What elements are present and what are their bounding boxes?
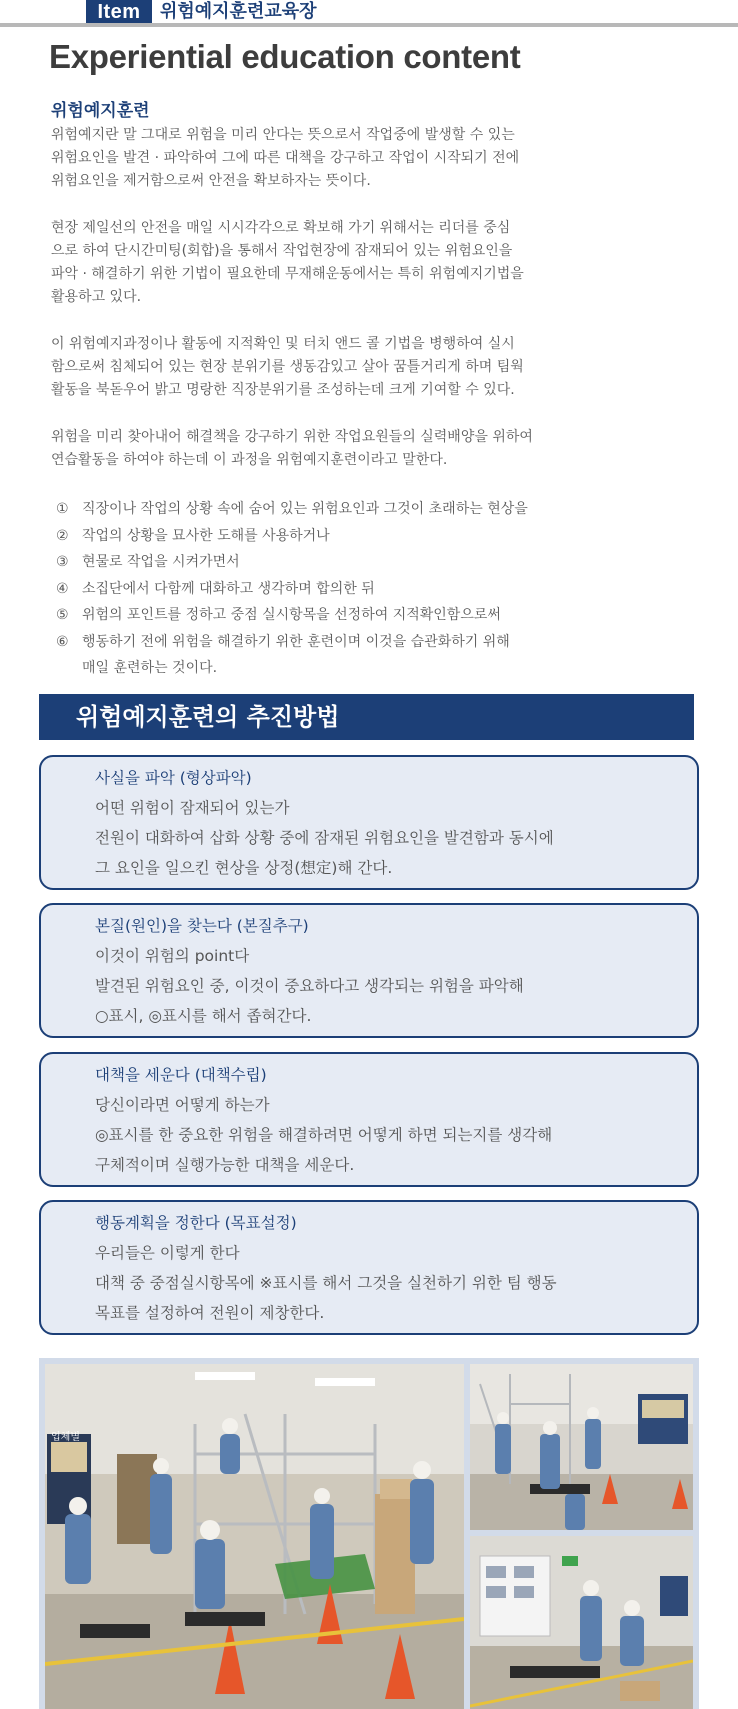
page-header (0, 0, 738, 28)
card-title: 대책을 세운다 (대책수립) (95, 1066, 267, 1084)
list-number (56, 655, 82, 682)
card-title: 행동계획을 정한다 (목표설정) (95, 1214, 297, 1232)
list-item (56, 576, 616, 603)
method-banner (39, 694, 694, 740)
list-number: ⑥ (56, 633, 69, 650)
list-number: ④ (56, 580, 69, 597)
paragraph-line: 활용하고 있다. (51, 289, 142, 305)
intro-paragraph-3 (51, 333, 611, 402)
list-text: 매일 훈련하는 것이다. (82, 660, 218, 676)
paragraph-line: 현장 제일선의 안전을 매일 시시각각으로 확보해 가기 위해서는 리더를 중심 (51, 220, 511, 236)
list-text: 직장이나 작업의 상황 속에 숨어 있는 위험요인과 그것이 초래하는 현상을 (82, 501, 528, 517)
training-photo-bottom-right (470, 1536, 693, 1709)
item-tag: Item (86, 0, 152, 24)
card-line: 당신이라면 어떻게 하는가 (95, 1096, 270, 1114)
card-title: 사실을 파악 (형상파악) (95, 769, 252, 787)
paragraph-line: 위험요인을 제거함으로써 안전을 확보하자는 뜻이다. (51, 173, 371, 189)
step-card-2 (39, 903, 699, 1038)
card-line: 이것이 위험의 point다 (95, 947, 250, 965)
list-text: 현물로 작업을 시켜가면서 (82, 554, 240, 570)
training-photo-main (45, 1364, 464, 1709)
card-line: ○표시, ◎표시를 해서 좁혀간다. (95, 1007, 312, 1025)
step-card-1 (39, 755, 699, 890)
wall-sign: 업체별 (51, 1432, 80, 1443)
list-text: 작업의 상황을 묘사한 도해를 사용하거나 (82, 527, 330, 544)
list-text: 위험의 포인트를 정하고 중점 실시항목을 선정하여 지적확인함으로써 (82, 607, 501, 623)
photo-gallery (39, 1358, 699, 1709)
section-title: 위험예지훈련 (51, 101, 150, 121)
list-item (56, 655, 616, 682)
list-item (56, 602, 616, 629)
list-number: ③ (56, 554, 69, 570)
paragraph-line: 으로 하여 단시간미팅(회합)을 통해서 작업현장에 잠재되어 있는 위험요인을 (51, 243, 513, 259)
card-title: 본질(원인)을 찾는다 (본질추구) (95, 917, 309, 935)
card-line: 전원이 대화하여 삽화 상황 중에 잠재된 위험요인을 발견함과 동시에 (95, 829, 554, 847)
list-item (56, 629, 616, 656)
card-line: 구체적이며 실행가능한 대책을 세운다. (95, 1156, 355, 1174)
intro-paragraph-4 (51, 426, 611, 472)
list-text: 행동하기 전에 위험을 해결하기 위한 훈련이며 이것을 습관화하기 위해 (82, 633, 510, 650)
banner-title: 위험예지훈련의 추진방법 (76, 703, 340, 731)
intro-paragraph-2 (51, 217, 611, 309)
paragraph-line: 함으로써 침체되어 있는 현장 분위기를 생동감있고 살아 꿈틀거리게 하며 팀웍 (51, 359, 524, 375)
card-line: 대책 중 중점실시항목에 ※표시를 해서 그것을 실천하기 위한 팀 행동 (95, 1274, 557, 1292)
list-item (56, 496, 616, 523)
card-line: 목표를 설정하여 전원이 제창한다. (95, 1304, 325, 1322)
paragraph-line: 활동을 북돋우어 밝고 명랑한 직장분위기를 조성하는데 크게 기여할 수 있다. (51, 382, 515, 398)
list-number: ② (56, 527, 69, 544)
card-line: 발견된 위험요인 중, 이것이 중요하다고 생각되는 위험을 파악해 (95, 977, 524, 995)
paragraph-line: 위험요인을 발견 · 파악하여 그에 따른 대책을 강구하고 작업이 시작되기 전에 (51, 150, 520, 166)
page-title: Experiential education content (49, 38, 521, 75)
list-item (56, 549, 616, 576)
list-item (56, 523, 616, 550)
card-line: 어떤 위험이 잠재되어 있는가 (95, 799, 290, 817)
list-text: 소집단에서 다함께 대화하고 생각하며 합의한 뒤 (82, 580, 375, 597)
paragraph-line: 연습활동을 하여야 하는데 이 과정을 위험예지훈련이라고 말한다. (51, 452, 448, 468)
numbered-list (56, 496, 616, 682)
paragraph-line: 위험을 미리 찾아내어 해결책을 강구하기 위한 작업요원들의 실력배양을 위하여 (51, 429, 533, 445)
intro-paragraph-1 (51, 124, 611, 193)
step-card-4 (39, 1200, 699, 1335)
header-title: 위험예지훈련교육장 (160, 1, 317, 22)
list-number: ① (56, 501, 69, 517)
list-number: ⑤ (56, 607, 69, 623)
step-card-3 (39, 1052, 699, 1187)
paragraph-line: 이 위험예지과정이나 활동에 지적확인 및 터치 앤드 콜 기법을 병행하여 실시 (51, 336, 515, 352)
paragraph-line: 위험예지란 말 그대로 위험을 미리 안다는 뜻으로서 작업중에 발생할 수 있는 (51, 127, 515, 143)
training-photo-top-right (470, 1364, 693, 1530)
card-line: 우리들은 이렇게 한다 (95, 1244, 240, 1262)
card-line: ◎표시를 한 중요한 위험을 해결하려면 어떻게 하면 되는지를 생각해 (95, 1126, 553, 1144)
header-divider (0, 23, 738, 27)
card-line: 그 요인을 일으킨 현상을 상정(想定)해 간다. (95, 859, 393, 877)
paragraph-line: 파악 · 해결하기 위한 기법이 필요한데 무재해운동에서는 특히 위험예지기법을 (51, 266, 524, 282)
